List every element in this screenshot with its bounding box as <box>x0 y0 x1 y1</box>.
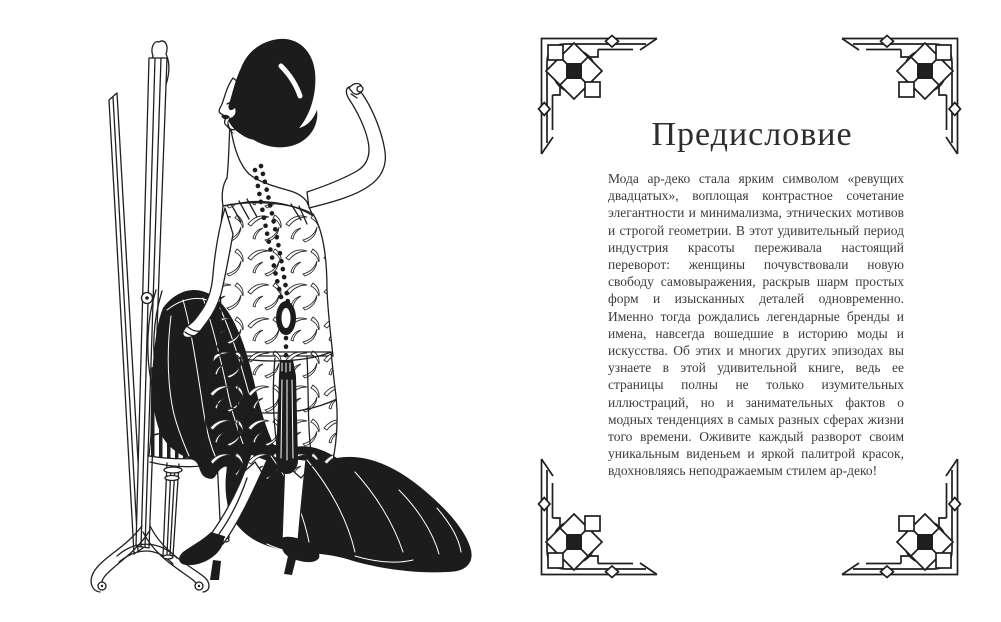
held-jewel <box>357 86 363 92</box>
bob-haircut <box>227 39 317 148</box>
raised-arm <box>307 84 385 209</box>
page-title: Предисловие <box>651 116 853 153</box>
preface-paragraph: Мода ар-деко стала ярким символом «ревущих двадцатых», воплощая контрастное сочетание элегантности и минимализма, этнических мотивов и строгой геометрии. В этот удивительный период индустрия красоты переживала настоящий переворот: женщины почувствовали новую свободу самовыражения, раскрыв шарм простых форм и изысканных деталей одновременно. Именно тогда рождались легендарные бренды и имена, навсегда вошедшие в историю моды и искусства. Об этих и многих других эпизодах вы узнаете в этой удивительной книге, ведь ее страницы полны не только изумительных иллюстраций, но и занимательных фактов о модных тенденциях в самых разных сферах жизни того времени. Оживите каждый разворот своим уникальным виденьем и яркой палитрой красок, вдохновляясь неподражаемым стилем ар-деко! <box>608 171 904 479</box>
tiered-ruffle-skirt <box>206 352 337 480</box>
crescent-pattern-dress <box>214 203 333 356</box>
right-page <box>500 0 1001 622</box>
necklace-tassel <box>276 360 298 474</box>
left-page <box>0 0 500 622</box>
fashion-illustration <box>55 8 485 618</box>
mary-jane-heels <box>179 532 319 580</box>
